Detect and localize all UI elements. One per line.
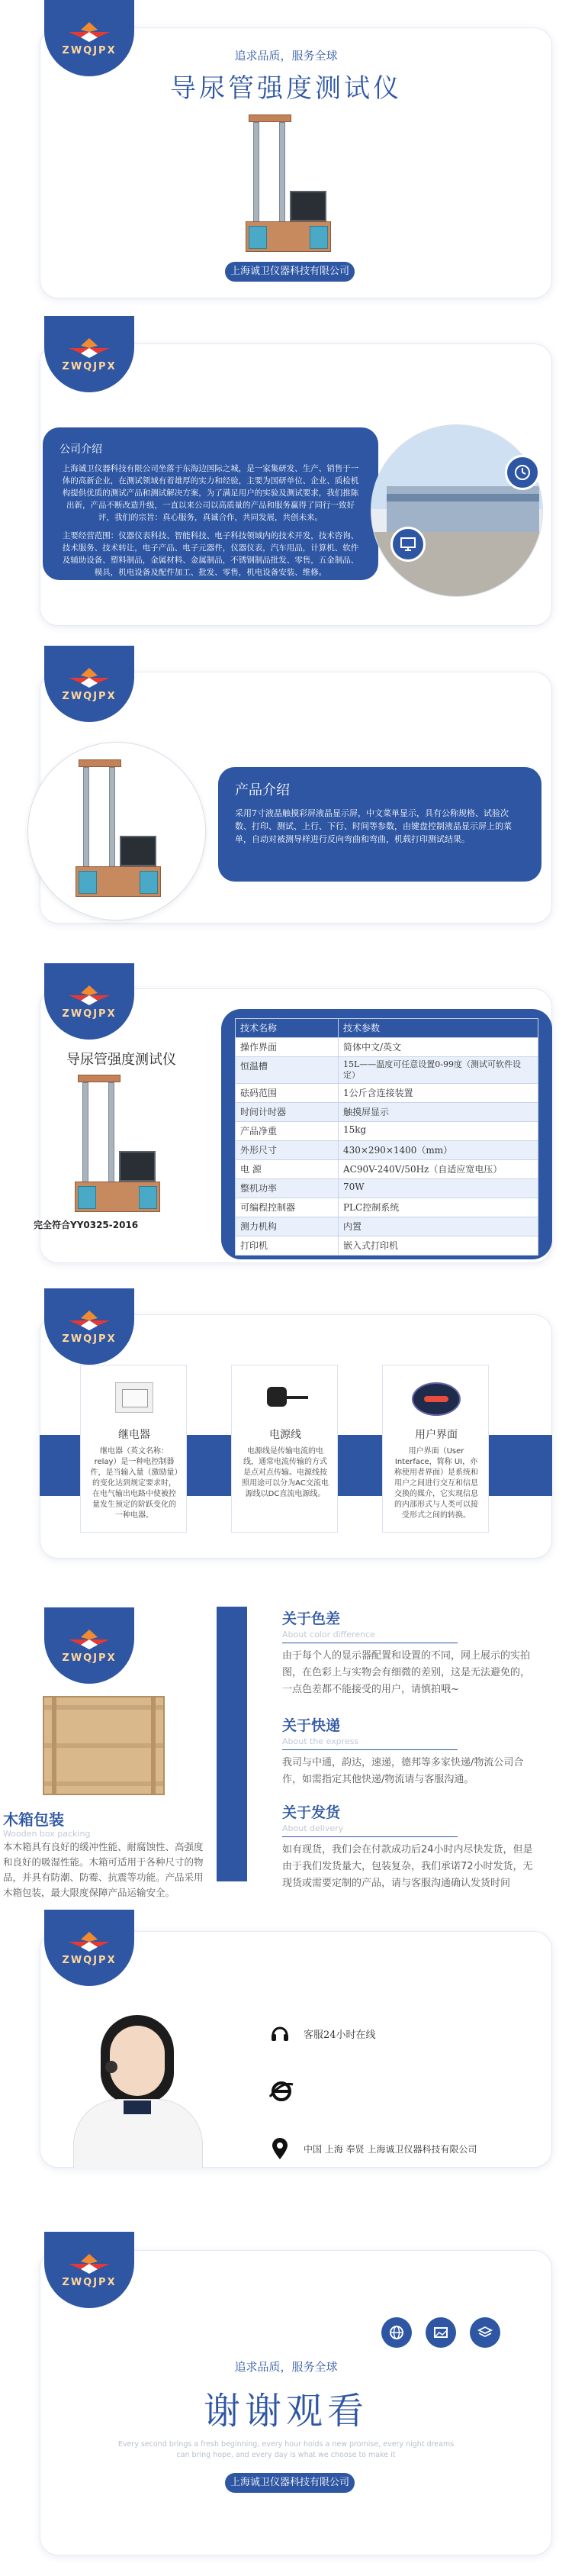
specs-table <box>235 1018 538 1256</box>
service-text: 中国 上海 奉贤 上海诚卫仪器科技有限公司 <box>304 2143 477 2155</box>
customer-service-photo <box>50 2015 233 2168</box>
spec-name: 可编程控制器 <box>236 1198 339 1217</box>
spec-name: 整机功率 <box>236 1179 339 1198</box>
wooden-box-image <box>43 1696 165 1795</box>
power-cord-image <box>262 1379 308 1417</box>
spec-value: 内置 <box>338 1217 538 1236</box>
company-intro-panel <box>43 427 378 580</box>
hero-slogan: 追求品质，服务全球 <box>234 49 338 63</box>
footer-slogan: 追求品质，服务全球 <box>234 2360 338 2374</box>
footer-icons <box>381 2317 519 2348</box>
image-icon[interactable] <box>426 2317 456 2348</box>
table-row <box>236 1160 538 1179</box>
footer-tagline: Every second brings a fresh beginning, every hour holds a new promise, every night dreams can bring hope, and every day is what we choose to make it <box>117 2440 455 2459</box>
product-intro-panel <box>218 767 541 882</box>
spec-name: 外形尺寸 <box>236 1141 339 1160</box>
component-text: 电源线是传输电流的电线，通常电流传输的方式是点对点传输。电源线按照用途可以分为AC交流电源线以DC直流电源线。 <box>242 1447 329 1498</box>
note-express <box>282 1714 534 1788</box>
spec-name: 砝码范围 <box>236 1084 339 1103</box>
monitor-icon[interactable] <box>390 527 426 562</box>
table-row <box>236 1084 538 1103</box>
table-row <box>236 1141 538 1160</box>
footer-company-badge: 上海诚卫仪器科技有限公司 <box>225 2473 355 2493</box>
spec-name: 产品净重 <box>236 1122 339 1141</box>
component-title: 继电器 <box>118 1429 150 1441</box>
spec-value: PLC控制系统 <box>338 1198 538 1217</box>
relay-image <box>115 1382 153 1413</box>
browser-icon[interactable] <box>268 2078 294 2104</box>
logo-icon <box>67 21 111 44</box>
location-pin-icon <box>268 2136 291 2161</box>
spec-name: 测力机构 <box>236 1217 339 1236</box>
company-paragraph-2: 主要经营范围：仪器仪表科技、智能科技、电子科技领域内的技术开发，技术咨询、技术服务、技术转让，电子产品、电子元器件，仪器仪表，汽车用品，计算机、软件及辅助设备、塑料制品，金属材料、金属制品，不锈钢制品批发、零售，五金制品、模具，机电设备及配件加工、批发、零售，机电设备安装、维修。 <box>62 531 359 577</box>
layers-icon[interactable] <box>470 2317 500 2348</box>
logo-icon <box>67 666 111 689</box>
note-color-difference <box>282 1607 534 1698</box>
page-title: 导尿管强度测试仪 <box>170 73 402 104</box>
product-photo-circle <box>27 742 206 920</box>
logo-icon <box>67 1930 111 1953</box>
component-title: 电源线 <box>269 1429 301 1441</box>
table-row <box>236 1103 538 1122</box>
note-text: 由于每个人的显示器配置和设置的不同，网上展示的实拍图，在色彩上与实物会有细微的差别，这是无法避免的，一点色差都不能接受的用户，请慎拍哦~ <box>282 1650 531 1695</box>
logo-text: ZWQJPX <box>62 1008 117 1020</box>
ui-screen-image <box>412 1382 461 1416</box>
service-item-browser <box>268 2076 528 2107</box>
spec-value: 430×290×1400（mm） <box>338 1141 538 1160</box>
company-photo <box>371 424 543 597</box>
specs-standard: 完全符合YY0325-2016 <box>34 1220 139 1230</box>
table-row <box>236 1038 538 1057</box>
logo-icon <box>67 1628 111 1651</box>
table-row <box>236 1236 538 1256</box>
divider-bar <box>217 1607 247 1881</box>
component-title: 用户界面 <box>415 1429 458 1441</box>
packaging-subtitle: Wooden box packing <box>3 1829 91 1839</box>
spec-name: 打印机 <box>236 1236 339 1256</box>
product-image <box>72 759 164 904</box>
component-card-power-cord <box>231 1365 338 1533</box>
note-text: 如有现货，我们会在付款成功后24小时内尽快发货，但是由于我们发货量大，包装复杂，我们承诺72小时发货，无现货或需要定制的产品，请与客服沟通确认发货时间 <box>282 1844 533 1889</box>
note-title: 关于发货 <box>282 1804 341 1821</box>
component-text: 用户界面（User Interface，简称 UI，亦称使用者界面）是系统和用户之间进行交互和信息交换的媒介，它实现信息的内部形式与人类可以接受形式之间的转换。 <box>394 1447 478 1520</box>
spec-name: 操作界面 <box>236 1038 339 1057</box>
specs-table-panel <box>221 1009 552 1259</box>
component-card-ui <box>382 1365 489 1533</box>
spec-value: 简体中文/英文 <box>338 1038 538 1057</box>
specs-product-name: 导尿管强度测试仪 <box>66 1052 176 1068</box>
spec-value: 嵌入式打印机 <box>338 1236 538 1256</box>
note-subtitle: About color difference <box>282 1630 458 1643</box>
spec-header-value: 技术参数 <box>338 1019 538 1038</box>
company-heading: 公司介绍 <box>59 443 102 456</box>
product-intro-text: 采用7寸液晶触摸彩屏液晶显示屏，中文菜单显示，具有公称规格、试验次数、打印、测试、上行、下行、时间等参数，由键盘控制液晶显示屏上的菜单，自动对被测导样进行反向弯曲和弯曲，机载打印测试结果。 <box>235 808 512 844</box>
note-text: 我司与中通，韵达，速递，德邦等多家快递/物流公司合作，如需指定其他快递/物流请与客服沟通。 <box>282 1757 524 1785</box>
table-row <box>236 1217 538 1236</box>
product-image <box>72 1075 163 1220</box>
company-paragraph-1: 上海诚卫仪器科技有限公司坐落于东海边国际之城，是一家集研发、生产、销售于一体的高新企业，在测试领域有着雄厚的实力和经验，主要为国研单位、企业、质检机构提供优质的测试产品和测试解决方案，为了满足用户的实验及测试要求，我们推陈出新，产品不断改造升级，一直以来公司以高质量的产品和服务赢得了同行一致好评，我们的宗旨：真心服务，真诚合作，共同发展，共创未来。 <box>62 464 359 522</box>
logo-text: ZWQJPX <box>62 360 117 372</box>
spec-name: 恒温槽 <box>236 1057 339 1084</box>
spec-value: 70W <box>338 1179 538 1198</box>
logo-icon <box>67 337 111 359</box>
spec-value: 触摸屏显示 <box>338 1103 538 1122</box>
logo-text: ZWQJPX <box>62 1333 117 1345</box>
table-row <box>236 1198 538 1217</box>
packaging-text: 本木箱具有良好的缓冲性能、耐腐蚀性、高强度和良好的吸湿性能。木箱可适用于各种尺寸的物品，并具有防潮、防霉、抗震等功能。产品采用木箱包装，最大限度保障产品运输安全。 <box>3 1841 204 1898</box>
hero-company-badge: 上海诚卫仪器科技有限公司 <box>225 262 355 282</box>
logo-text: ZWQJPX <box>62 2276 117 2288</box>
table-row <box>236 1179 538 1198</box>
note-title: 关于快递 <box>282 1717 341 1734</box>
spec-value: 15kg <box>338 1122 538 1141</box>
clock-icon[interactable] <box>505 455 540 490</box>
service-text: 客服24小时在线 <box>304 2029 376 2041</box>
logo-icon <box>67 2252 111 2275</box>
spec-header-name: 技术名称 <box>236 1019 339 1038</box>
spec-value: 1公斤含连接装置 <box>338 1084 538 1103</box>
logo-icon <box>67 1309 111 1332</box>
packaging-title: 木箱包装 <box>3 1810 64 1829</box>
note-title: 关于色差 <box>282 1610 341 1627</box>
globe-icon[interactable] <box>381 2317 412 2348</box>
product-intro-heading: 产品介绍 <box>235 782 290 798</box>
logo-text: ZWQJPX <box>62 1954 117 1966</box>
spec-name: 电 源 <box>236 1160 339 1179</box>
table-row <box>236 1057 538 1084</box>
note-subtitle: About delivery <box>282 1823 458 1837</box>
service-item-location <box>268 2136 552 2162</box>
note-subtitle: About the express <box>282 1736 458 1750</box>
spec-name: 时间计时器 <box>236 1103 339 1122</box>
table-row <box>236 1122 538 1141</box>
footer-thanks: 谢谢观看 <box>203 2390 368 2433</box>
service-item-headset <box>268 2021 528 2046</box>
component-card-relay <box>80 1365 187 1533</box>
note-delivery <box>282 1801 534 1892</box>
spec-value: AC90V-240V/50Hz（自适应宽电压） <box>338 1160 538 1179</box>
spec-value: 15L——温度可任意设置0-99度（测试可软件设定） <box>338 1057 538 1084</box>
product-image <box>243 114 334 260</box>
brand-flag <box>44 1607 134 1684</box>
component-text: 继电器（英文名称：relay）是一种电控制器件，是当输入量（激励量）的变化达到规定要求时，在电气输出电路中使被控量发生预定的阶跃变化的一种电器。 <box>90 1447 178 1520</box>
logo-icon <box>67 984 111 1007</box>
logo-text: ZWQJPX <box>62 690 117 702</box>
logo-text: ZWQJPX <box>62 44 117 56</box>
logo-text: ZWQJPX <box>62 1652 117 1664</box>
headset-icon <box>268 2022 291 2045</box>
